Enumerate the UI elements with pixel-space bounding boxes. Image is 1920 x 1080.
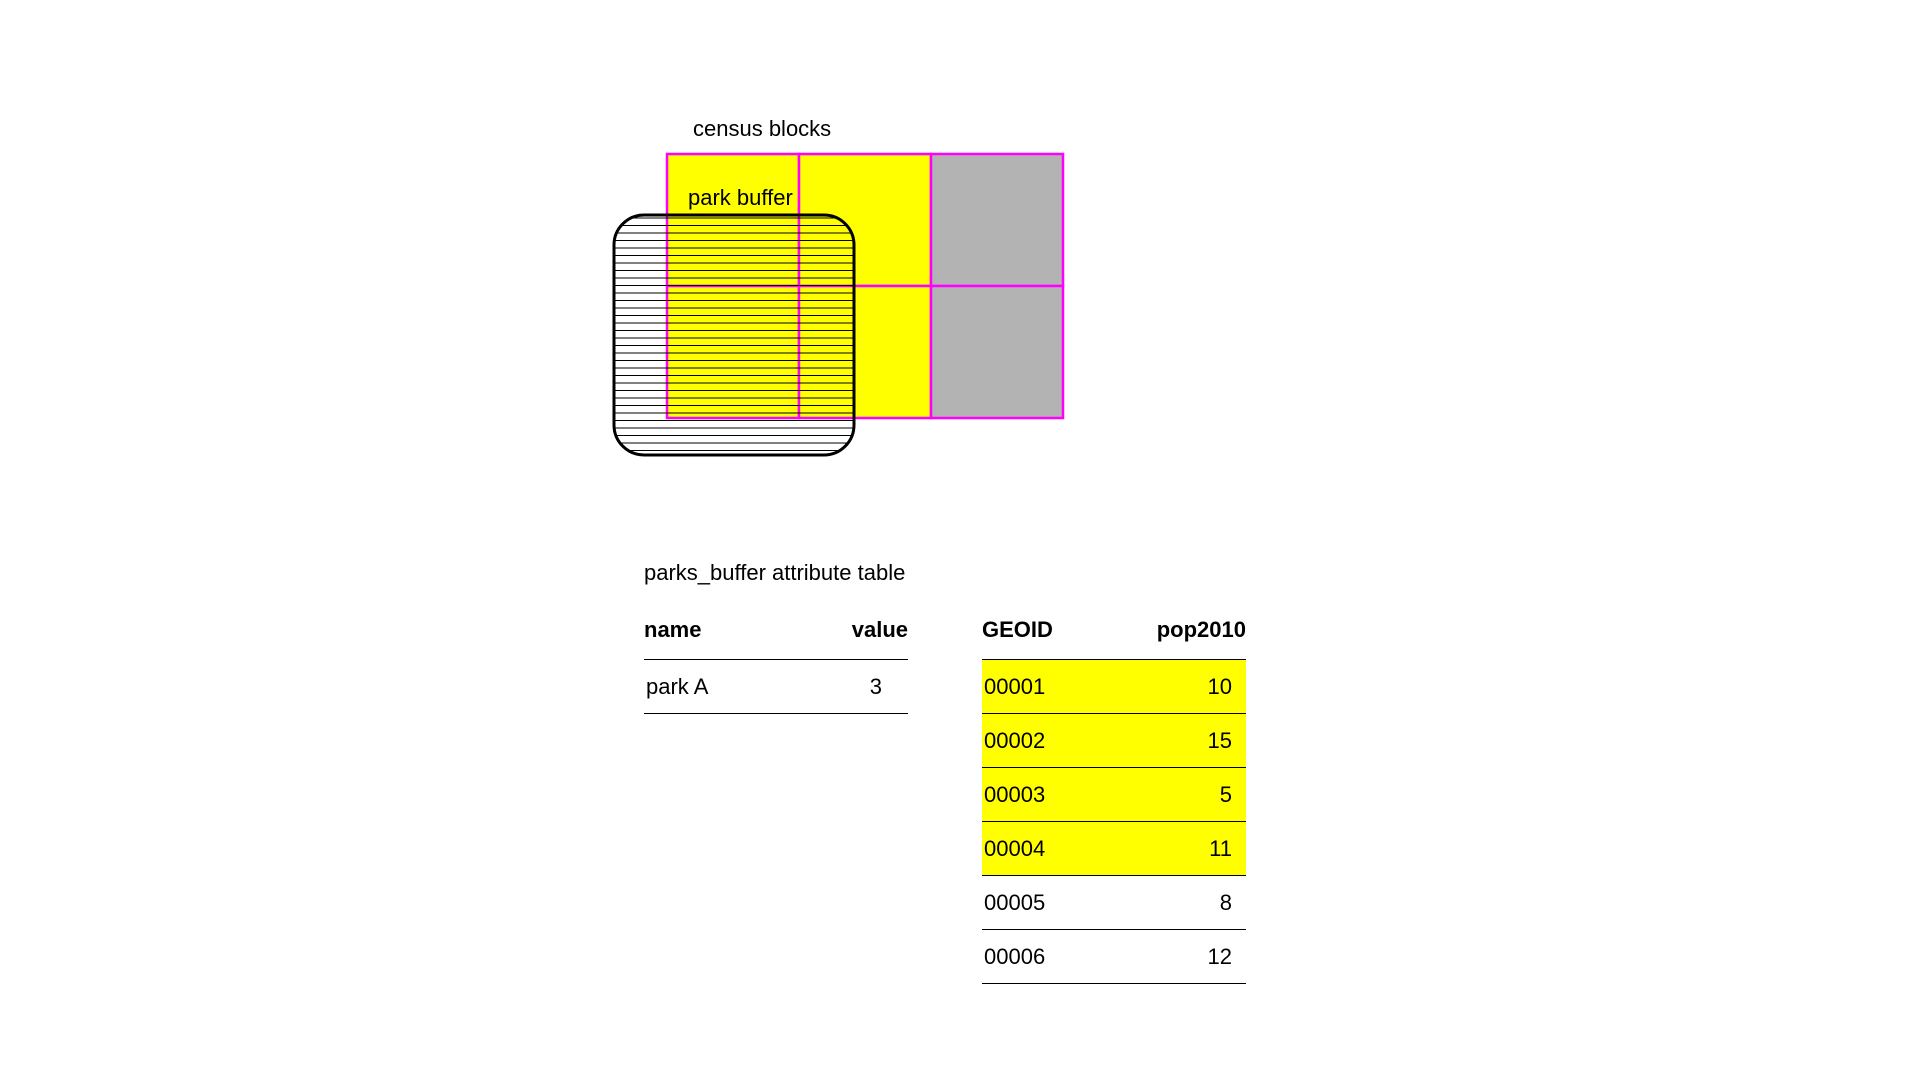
pop2010-cell: 10 <box>1099 660 1246 714</box>
geoid-cell: 00002 <box>982 714 1099 768</box>
column-header-pop2010: pop2010 <box>1099 617 1246 660</box>
geoid-cell: 00005 <box>982 876 1099 930</box>
attribute-table-title: parks_buffer attribute table <box>644 560 906 585</box>
column-header-name: name <box>644 617 785 660</box>
park-buffer-label: park buffer <box>688 185 793 210</box>
census-block-3 <box>931 154 1063 286</box>
census-blocks-label: census blocks <box>693 116 832 141</box>
table-row <box>982 768 1246 822</box>
table-row <box>982 930 1246 984</box>
pop2010-cell: 12 <box>1099 930 1246 984</box>
pop2010-cell: 15 <box>1099 714 1246 768</box>
pop2010-cell: 5 <box>1099 768 1246 822</box>
table-row <box>644 660 908 714</box>
park-name-cell: park A <box>644 660 785 714</box>
table-row <box>982 714 1246 768</box>
table-row <box>982 822 1246 876</box>
pop2010-cell: 8 <box>1099 876 1246 930</box>
table-header-row <box>982 617 1246 660</box>
table-row <box>982 660 1246 714</box>
park-value-cell: 3 <box>785 660 908 714</box>
geoid-cell: 00004 <box>982 822 1099 876</box>
geoid-cell: 00003 <box>982 768 1099 822</box>
parks-attribute-table <box>644 617 908 714</box>
column-header-value: value <box>785 617 908 660</box>
geoid-cell: 00006 <box>982 930 1099 984</box>
table-row <box>982 876 1246 930</box>
census-attribute-table <box>982 617 1246 984</box>
census-block-6 <box>931 286 1063 418</box>
park-buffer-shape <box>614 215 854 455</box>
table-header-row <box>644 617 908 660</box>
geoid-cell: 00001 <box>982 660 1099 714</box>
column-header-geoid: GEOID <box>982 617 1099 660</box>
pop2010-cell: 11 <box>1099 822 1246 876</box>
